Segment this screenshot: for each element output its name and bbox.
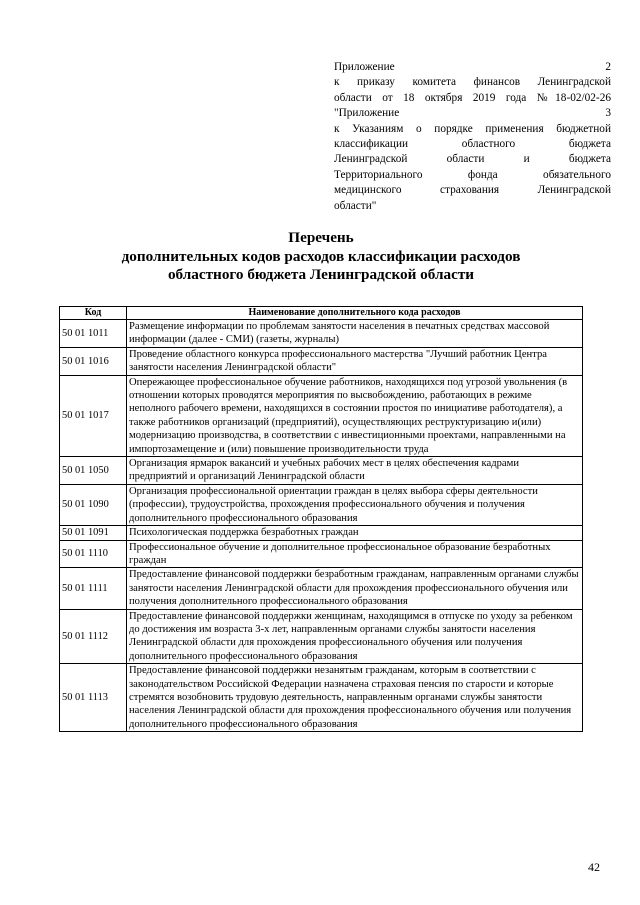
code-cell: 50 01 1017 xyxy=(60,375,127,456)
table-row xyxy=(60,664,583,732)
appendix-line: к Указаниям о порядке применения бюджетной xyxy=(334,122,611,135)
table-row xyxy=(60,526,583,540)
name-cell: Организация профессиональной ориентации граждан в целях выбора сферы деятельности (профессии), трудоустройства, прохождения профессионального обучения и получения дополнительного профессионального образования xyxy=(127,484,583,525)
expense-codes-table xyxy=(59,306,583,732)
table-row xyxy=(60,457,583,485)
name-cell: Предоставление финансовой поддержки незанятым гражданам, которым в соответствии с законодательством Российской Федерации назначена страховая пенсия по старости и которые стремятся возобновить трудовую деятельность, направленным органами службы занятости населения Ленинградской области для прохождения профессионального обучения или получения дополнительного профессионального образования xyxy=(127,664,583,732)
code-cell: 50 01 1113 xyxy=(60,664,127,732)
table-row xyxy=(60,320,583,348)
column-header-name: Наименование дополнительного кода расходов xyxy=(127,307,583,320)
title-line-3: областного бюджета Ленинградской области xyxy=(167,266,475,283)
page-number: 42 xyxy=(588,860,600,874)
name-cell: Предоставление финансовой поддержки женщинам, находящимся в отпуске по уходу за ребенком до достижения им возраста 3-х лет, направленным органами службы занятости населения Ленинградской области для прохождения профессионального обучения или получения дополнительного профессионального образования xyxy=(127,609,583,664)
appendix-line: области" xyxy=(334,199,377,212)
appendix-line: Территориального фонда обязательного xyxy=(334,168,611,181)
appendix-line: Приложение 2 xyxy=(334,61,611,73)
name-cell: Профессиональное обучение и дополнительное профессиональное образование безработных граждан xyxy=(127,540,583,568)
table-row xyxy=(60,484,583,525)
table-row xyxy=(60,568,583,609)
code-cell: 50 01 1090 xyxy=(60,484,127,525)
code-cell: 50 01 1011 xyxy=(60,320,127,348)
name-cell: Размещение информации по проблемам занятости населения в печатных средствах массовой информации (далее - СМИ) (газеты, журналы) xyxy=(127,320,583,348)
table-row xyxy=(60,540,583,568)
appendix-line: Ленинградской области и бюджета xyxy=(334,153,611,166)
title-line-2: дополнительных кодов расходов классификации расходов xyxy=(121,247,521,265)
appendix-block xyxy=(334,60,611,214)
code-cell: 50 01 1016 xyxy=(60,347,127,375)
code-cell: 50 01 1110 xyxy=(60,540,127,568)
column-header-code: Код xyxy=(60,307,127,320)
appendix-line: медицинского страхования Ленинградской xyxy=(334,184,611,197)
table-row xyxy=(60,609,583,664)
appendix-line: "Приложение 3 xyxy=(334,107,611,120)
appendix-line: классификации областного бюджета xyxy=(334,138,611,151)
appendix-line: области от 18 октября 2019 года №18-02/02-26 xyxy=(334,91,611,104)
code-cell: 50 01 1111 xyxy=(60,568,127,609)
table-row xyxy=(60,347,583,375)
name-cell: Организация ярмарок вакансий и учебных рабочих мест в целях обеспечения кадрами предприятий и организаций Ленинградской области xyxy=(127,457,583,485)
name-cell: Предоставление финансовой поддержки безработным гражданам, направленным органами службы занятости населения Ленинградской области для прохождения профессионального обучения или получения дополнительного профессионального образования xyxy=(127,568,583,609)
code-cell: 50 01 1050 xyxy=(60,457,127,485)
document-title xyxy=(60,229,582,285)
name-cell: Проведение областного конкурса профессионального мастерства "Лучший работник Центра занятости населения Ленинградской области" xyxy=(127,347,583,375)
code-cell: 50 01 1091 xyxy=(60,526,127,540)
name-cell: Опережающее профессиональное обучение работников, находящихся под угрозой увольнения (в отношении которых проводятся мероприятия по высвобождению, работающих в режиме неполного рабочего времени, находящихся в состоянии простоя по инициативе работодателя), а также работников организаций (предприятий), осуществляющих реструктуризацию и(или) модернизацию производства, в соответствии с инвестиционными проектами, направленными на импортозамещение и (или) повышение производительности труда xyxy=(127,375,583,456)
title-line-1: Перечень xyxy=(288,229,354,246)
table-header-row xyxy=(60,307,583,320)
table-row xyxy=(60,375,583,456)
appendix-line: к приказу комитета финансов Ленинградской xyxy=(334,76,611,89)
code-cell: 50 01 1112 xyxy=(60,609,127,664)
name-cell: Психологическая поддержка безработных граждан xyxy=(127,526,583,540)
